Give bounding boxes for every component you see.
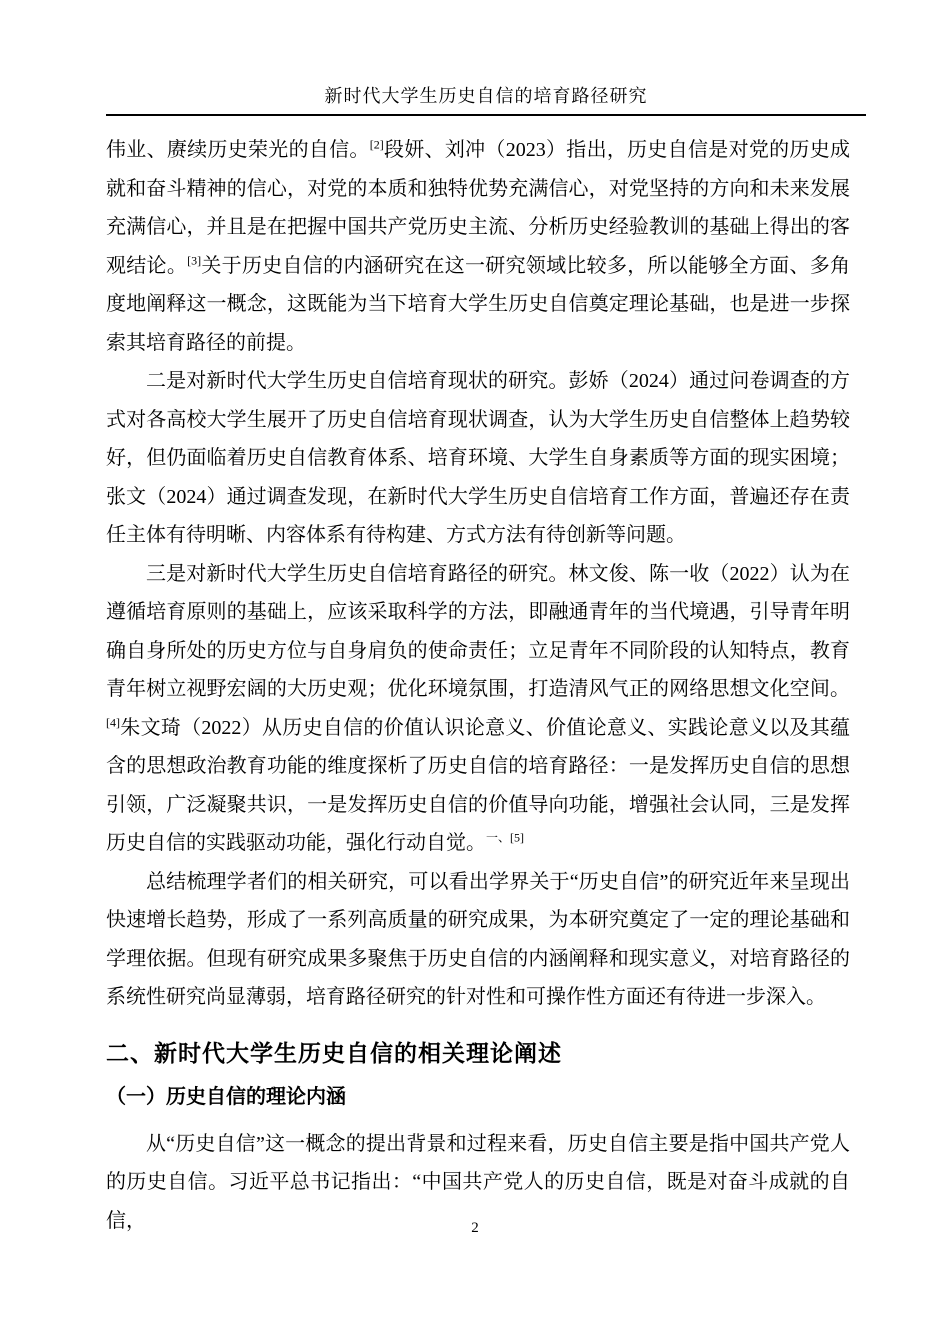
citation-marker: [2] xyxy=(369,137,384,152)
paragraph-text: 段妍、刘冲（2023）指出，历史自信是对党的历史成就和奋斗精神的信心，对党的本质和独特优势充满信心，对党坚持的方向和未来发展充满信心，并且是在把握中国共产党历史主流、分析历史经验教训的基础上得出的客观结论。 xyxy=(106,139,851,277)
citation-marker: [4] xyxy=(106,714,120,729)
document-body xyxy=(106,131,850,1240)
paragraph xyxy=(106,555,850,863)
citation-marker: [3] xyxy=(187,252,202,267)
running-header-title: 新时代大学生历史自信的培育路径研究 xyxy=(324,86,648,106)
paragraph-text: 朱文琦（2022）从历史自信的价值认识论意义、价值论意义、实践论意义以及其蕴含的思想政治教育功能的维度探析了历史自信的培育路径：一是发挥历史自信的思想引领，广泛凝聚共识，一是发挥历史自信的价值导向功能，增强社会认同，三是发挥历史自信的实践驱动功能，强化行动自觉。 xyxy=(106,716,850,854)
subsection-heading: （一）历史自信的理论内涵 xyxy=(106,1085,346,1108)
paragraph-text: 从“历史自信”这一概念的提出背景和过程来看，历史自信主要是指中国共产党人的历史自信。习近平总书记指出：“中国共产党人的历史自信，既是对奋斗成就的自信， xyxy=(106,1132,850,1232)
paragraph-text: 伟业、赓续历史荣光的自信。 xyxy=(106,139,370,161)
paragraph-text: 总结梳理学者们的相关研究，可以看出学界关于“历史自信”的研究近年来呈现出快速增长趋势，形成了一系列高质量的研究成果，为本研究奠定了一定的理论基础和学理依据。但现有研究成果多聚焦于历史自信的内涵阐释和现实意义，对培育路径的系统性研究尚显薄弱，培育路径研究的针对性和可操作性方面还有待进一步深入。 xyxy=(106,870,850,1008)
paragraph xyxy=(106,131,850,362)
header-rule xyxy=(106,114,866,116)
paragraph-text: 三是对新时代大学生历史自信培育路径的研究。林文俊、陈一收（2022）认为在遵循培育原则的基础上，应该采取科学的方法，即融通青年的当代境遇，引导青年明确自身所处的历史方位与自身肩负的使命责任；立足青年不同阶段的认知特点，教育青年树立视野宏阔的大历史观；优化环境氛围，打造清风气正的网络思想文化空间。 xyxy=(106,562,850,700)
section-heading: 二、新时代大学生历史自信的相关理论阐述 xyxy=(106,1039,562,1066)
paragraph-text: 关于历史自信的内涵研究在这一研究领域比较多，所以能够全方面、多角度地阐释这一概念，这既能为当下培育大学生历史自信奠定理论基础，也是进一步探索其培育路径的前提。 xyxy=(106,254,851,354)
citation-marker: 一、[5] xyxy=(486,830,524,845)
paragraph xyxy=(106,863,850,1017)
paragraph xyxy=(106,362,850,555)
paragraph-text: 二是对新时代大学生历史自信培育现状的研究。彭娇（2024）通过问卷调查的方式对各高校大学生展开了历史自信培育现状调查，认为大学生历史自信整体上趋势较好，但仍面临着历史自信教育体系、培育环境、大学生自身素质等方面的现实困境；张文（2024）通过调查发现，在新时代大学生历史自信培育工作方面，普遍还存在责任主体有待明晰、内容体系有待构建、方式方法有待创新等问题。 xyxy=(106,370,850,546)
page-number: 2 xyxy=(471,1220,479,1236)
